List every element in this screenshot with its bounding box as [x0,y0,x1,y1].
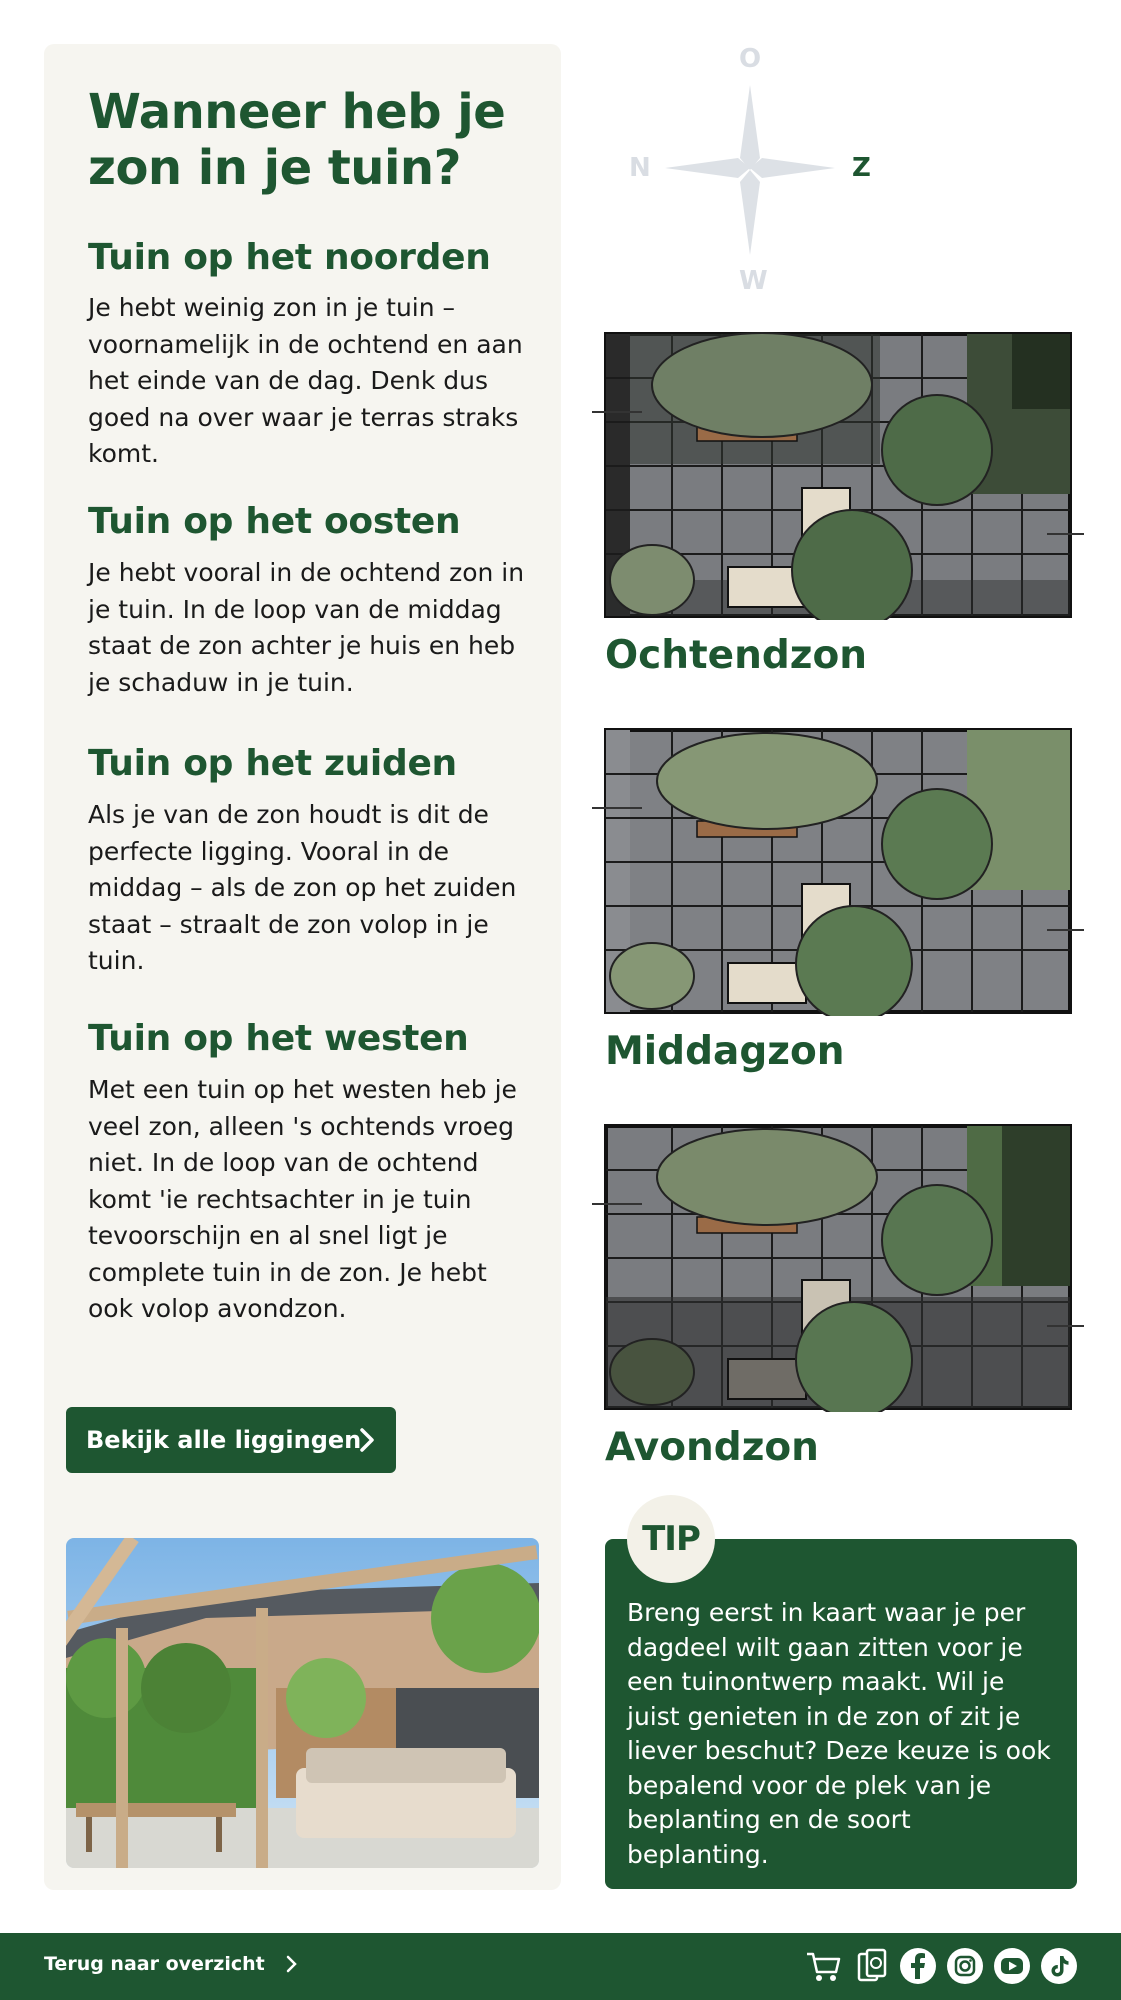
instagram-icon[interactable] [945,1946,985,1986]
garden-plan-midday [592,726,1084,1016]
footer-bar [0,1933,1121,2000]
facebook-icon[interactable] [898,1946,938,1986]
garden-plan-evening [592,1122,1084,1412]
tip-badge: TIP [627,1495,715,1583]
compass-east-label: O [739,44,762,74]
plan-label-evening: Avondzon [605,1425,819,1470]
chevron-right-icon [285,1954,299,1974]
tiktok-icon[interactable] [1039,1946,1079,1986]
section-heading-east: Tuin op het oosten [88,501,461,542]
compass-south-label: Z [852,153,871,183]
compass-north-label: N [629,153,651,183]
plan-label-midday: Middagzon [605,1029,845,1074]
section-heading-south: Tuin op het zuiden [88,743,457,784]
section-body-west: Met een tuin op het westen heb je veel zon, alleen 's ochtends vroeg niet. In de loop van de ochtend komt 'ie rechtsachter in je tuin tevoorschijn en al snel ligt je complete tuin in de zon. Je hebt ook volop avondzon. [88,1075,517,1323]
youtube-icon[interactable] [992,1946,1032,1986]
cart-icon[interactable] [804,1946,844,1986]
section-body-south: Als je van de zon houdt is dit de perfecte ligging. Vooral in de middag – als de zon op het zuiden staat – straalt de zon volop in je tuin. [88,800,517,975]
chevron-right-icon [352,1424,382,1456]
plan-label-morning: Ochtendzon [605,633,868,678]
section-heading-west: Tuin op het westen [88,1018,469,1059]
gift-card-icon[interactable] [851,1946,891,1986]
view-all-orientations-button[interactable] [66,1407,396,1473]
back-to-overview-link[interactable] [44,1953,299,1975]
compass-star-icon [620,40,880,300]
garden-plan-morning [592,330,1084,620]
compass-rose [620,40,880,300]
section-heading-north: Tuin op het noorden [88,237,491,278]
back-to-overview-label: Terug naar overzicht [44,1953,265,1975]
section-body-north: Je hebt weinig zon in je tuin – voornamelijk in de ochtend en aan het einde van de dag. Denk dus goed na over waar je terras straks komt. [88,293,523,468]
page-title: Wanneer heb je zon in je tuin? [88,84,506,196]
cta-label: Bekijk alle liggingen [86,1426,362,1454]
tip-text: Breng eerst in kaart waar je per dagdeel wilt gaan zitten voor je een tuinontwerp maakt. Wil je juist genieten in de zon of zit je liever beschut? Deze keuze is ook bepalend voor de plek van je beplanting en de soort beplanting. [627,1598,1051,1869]
compass-west-label: W [739,266,768,296]
garden-photo [66,1538,539,1868]
section-body-east: Je hebt vooral in de ochtend zon in je tuin. In de loop van de middag staat de zon achter je huis en heb je schaduw in je tuin. [88,558,525,697]
footer-icon-row [804,1946,1079,1986]
